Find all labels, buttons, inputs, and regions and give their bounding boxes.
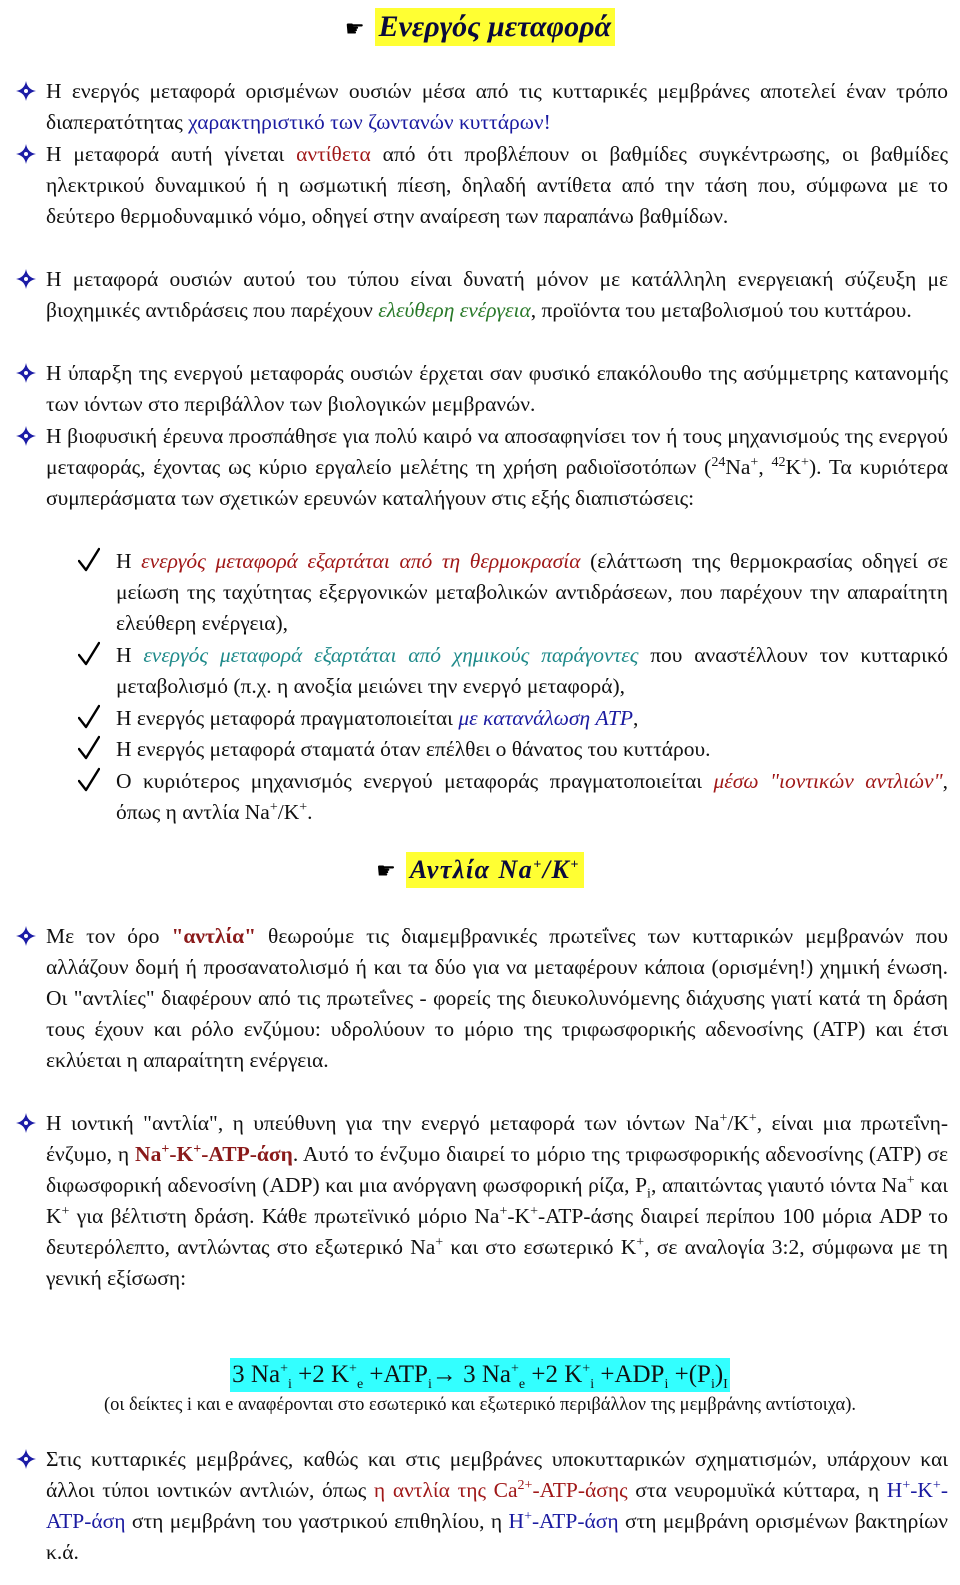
- eq-part: 3 Na: [232, 1361, 281, 1388]
- text: H: [886, 1478, 903, 1502]
- text-highlight: [374, 1478, 628, 1502]
- text: Na: [725, 455, 751, 479]
- subscript: I: [723, 1377, 728, 1392]
- text-highlight: αντίθετα: [296, 142, 371, 166]
- equation-note: (οι δείκτες i και e αναφέρονται στο εσωτερικό και εξωτερικό περιβάλλον της μεμβράνης αντίστοιχα).: [103, 1395, 856, 1415]
- superscript: +: [533, 857, 543, 873]
- text-highlight: ενεργός μεταφορά εξαρτάται από τη θερμοκρασία: [141, 549, 581, 573]
- superscript: +: [269, 799, 278, 815]
- superscript: +: [801, 454, 809, 470]
- text-highlight: με κατανάλωση ATP: [458, 706, 633, 730]
- subscript: i: [664, 1377, 669, 1392]
- check-item-4: [78, 734, 948, 765]
- text: .: [307, 800, 313, 824]
- text: στα νευρομυϊκά κύτταρα, η: [627, 1478, 887, 1502]
- text: , είναι μια πρωτεΐνη-ένζυμο, η: [46, 1111, 948, 1166]
- superscript: +: [902, 1477, 911, 1493]
- bullet-paragraph-2: [8, 139, 948, 232]
- superscript: +: [932, 1477, 941, 1493]
- diamond-bullet-icon: [16, 269, 36, 289]
- superscript: +: [511, 1361, 519, 1377]
- bullet-paragraph-6: [8, 921, 948, 1076]
- text: η αντλία της Ca: [373, 1478, 518, 1502]
- text: , προϊόντα του μεταβολισμού του κυττάρου.: [530, 298, 912, 322]
- text: για βέλτιστη δράση. Κάθε πρωτεϊνικό μόριο Na: [69, 1204, 500, 1228]
- subscript: e: [518, 1377, 526, 1392]
- equation-row: [0, 1358, 960, 1392]
- text: Η: [116, 549, 142, 573]
- check-item-1: [78, 546, 948, 639]
- eq-part: ): [714, 1361, 724, 1388]
- superscript: +: [524, 1508, 532, 1524]
- superscript: +: [582, 1361, 591, 1377]
- text: (ελάττωση της θερμοκρασίας οδηγεί σε μείωση της ταχύτητας εξεργονικών μεταβολικών αντιδράσεων, που παρέχουν την απαραίτητη ελεύθερη ενέργεια),: [116, 549, 948, 635]
- text: -ATP-άσης διαιρεί περίπου 100 μόρια ADP το δευτερόλεπτο, αντλώντας στο εξωτερικό Na: [46, 1204, 949, 1259]
- superscript: +: [906, 1172, 915, 1188]
- eq-part: +2 K: [291, 1361, 350, 1388]
- text-highlight: ενεργός μεταφορά εξαρτάται από χημικούς παράγοντες: [143, 643, 639, 667]
- text: -K: [507, 1204, 531, 1228]
- text: K: [785, 455, 802, 479]
- heading-word: Αντλία: [409, 855, 491, 884]
- superscript: +: [570, 857, 580, 873]
- text: ). Τα κυριότερα συμπεράσματα των σχετικών ερευνών καταλήγουν στις εξής διαπιστώσεις:: [46, 455, 949, 510]
- diamond-bullet-icon: [16, 1113, 36, 1133]
- superscript: +: [280, 1361, 288, 1377]
- superscript: +: [349, 1361, 357, 1377]
- checkmark-icon: [78, 546, 100, 574]
- text: Η μεταφορά αυτή γίνεται: [46, 142, 297, 166]
- heading-active-transport: [0, 8, 960, 49]
- subscript: e: [356, 1377, 364, 1392]
- superscript: +: [636, 1234, 645, 1250]
- superscript: +: [499, 1203, 508, 1219]
- superscript: 42: [771, 454, 786, 470]
- eq-part: +2 K: [525, 1361, 583, 1388]
- bullet-paragraph-4: [8, 358, 948, 420]
- text: , απαιτώντας γιαυτό ιόντα Na: [650, 1173, 907, 1197]
- equation: [230, 1358, 730, 1392]
- superscript: +: [530, 1203, 538, 1219]
- text: Η ιοντική "αντλία", η υπεύθυνη για την ενεργό μεταφορά των ιόντων Na: [46, 1111, 720, 1135]
- text: θεωρούμε τις διαμεμβρανικές πρωτεΐνες των κυτταρικών μεμβρανών που αλλάζουν δομή ή προσανατολισμό ή και τα δύο για να μεταφέρουν κάποια (ορισμένη!) χημική ένωση. Οι "αντλίες" διαφέρουν από τις πρωτεΐνες - φορείς της διευκολυνόμενης διάχυσης γιατί κατά τη δράση τους έχουν και ρόλο ενζύμου: υδρολύουν το μόριο της τριφωσφορικής αδενοσίνης (ATP) και έτσι εκλύεται η απαραίτητη ενέργεια.: [46, 924, 948, 1072]
- text: /K: [727, 1111, 749, 1135]
- checkmark-icon: [78, 734, 100, 762]
- eq-part: +ADP: [594, 1361, 665, 1388]
- text: -K: [169, 1142, 194, 1166]
- text: Στις κυτταρικές μεμβράνες, καθώς και στις μεμβράνες υποκυτταρικών σχηματισμών, υπάρχουν και άλλοι τύποι ιοντικών αντλιών, όπως: [46, 1447, 948, 1502]
- diamond-bullet-icon: [16, 81, 36, 101]
- text: ,: [632, 706, 639, 730]
- check-item-5: [78, 766, 948, 828]
- bullet-paragraph-5: [8, 421, 948, 514]
- superscript: +: [299, 799, 308, 815]
- text: . Αυτό το ένζυμο διαιρεί το μόριο της τριφωσφορικής αδενοσίνης (ATP) σε διφωσφορική αδενοσίνη (ADP) και μια ανόργανη φωσφορική ρίζα, P: [46, 1142, 948, 1197]
- diamond-bullet-icon: [16, 426, 36, 446]
- diamond-bullet-icon: [16, 363, 36, 383]
- bullet-paragraph-8: [8, 1444, 948, 1568]
- subscript: i: [287, 1377, 292, 1392]
- text: -ATP-άσης: [532, 1478, 628, 1502]
- superscript: +: [161, 1141, 170, 1157]
- superscript: 2+: [517, 1477, 533, 1493]
- text: ,: [758, 455, 772, 479]
- enzyme-name: [135, 1142, 293, 1166]
- bullet-paragraph-1: [8, 76, 948, 138]
- pointing-hand-icon: ☛: [376, 859, 396, 884]
- superscript: +: [750, 454, 759, 470]
- bullet-paragraph-3: [8, 264, 948, 326]
- text-highlight: μέσω "ιοντικών αντλιών": [713, 769, 943, 793]
- text: /K: [277, 800, 300, 824]
- text: -K: [910, 1478, 933, 1502]
- superscript: +: [435, 1234, 444, 1250]
- superscript: +: [748, 1110, 757, 1126]
- pointing-hand-icon: ☛: [344, 17, 365, 42]
- check-item-2: [78, 640, 948, 702]
- superscript: +: [61, 1203, 70, 1219]
- diamond-bullet-icon: [16, 1449, 36, 1469]
- text: και K: [46, 1173, 948, 1228]
- text: Ο κυριότερος μηχανισμός ενεργού μεταφοράς πραγματοποιείται: [116, 769, 714, 793]
- subscript: i: [427, 1377, 432, 1392]
- text: Η ενεργός μεταφορά ορισμένων ουσιών μέσα από τις κυτταρικές μεμβράνες αποτελεί έναν τρόπο διαπερατότητας: [46, 79, 948, 134]
- text: Η ενεργός μεταφορά πραγματοποιείται: [116, 706, 459, 730]
- subscript: i: [590, 1377, 595, 1392]
- heading-title: Αντλία Na+/K+: [406, 852, 584, 888]
- diamond-bullet-icon: [16, 144, 36, 164]
- superscript: +: [719, 1110, 728, 1126]
- text-highlight: [509, 1509, 619, 1533]
- eq-part: +ATP: [363, 1361, 428, 1388]
- check-item-3: [78, 703, 948, 734]
- text-highlight: ελεύθερη ενέργεια: [378, 298, 531, 322]
- subscript: i: [647, 1186, 651, 1202]
- bullet-paragraph-7: [8, 1108, 948, 1294]
- heading-na-k-pump: [0, 852, 960, 890]
- eq-part: +(P: [668, 1361, 711, 1388]
- superscript: +: [193, 1141, 202, 1157]
- text: Η: [116, 643, 144, 667]
- checkmark-icon: [78, 640, 100, 668]
- text: Η βιοφυσική έρευνα προσπάθησε για πολύ καιρό να αποσαφηνίσει τον ή τους μηχανισμούς της ενεργού μεταφοράς, έχοντας ως κύριο εργαλείο μελέτης τη χρήση ραδιοϊσοτόπων (: [46, 424, 948, 479]
- text: -ATP-άση: [201, 1142, 293, 1166]
- eq-part: 3 Na: [456, 1361, 512, 1388]
- text: που αναστέλλουν τον κυτταρικό μεταβολισμό (π.χ. η ανοξία μειώνει την ενεργό μεταφορά),: [116, 643, 948, 698]
- arrow-icon: →: [431, 1361, 457, 1388]
- diamond-bullet-icon: [16, 926, 36, 946]
- checkmark-icon: [78, 766, 100, 794]
- text: -ATP-άση: [46, 1478, 948, 1533]
- text-highlight: χαρακτηριστικό των ζωντανών κυττάρων!: [188, 110, 551, 134]
- heading-title: Ενεργός μεταφορά: [375, 8, 616, 46]
- text: και στο εσωτερικό K: [443, 1235, 637, 1259]
- checkmark-icon: [78, 703, 100, 731]
- text: Η ύπαρξη της ενεργού μεταφοράς ουσιών έρχεται σαν φυσικό επακόλουθο της ασύμμετρης κατανομής των ιόντων στο περιβάλλον των βιολογικών μεμβρανών.: [46, 361, 948, 416]
- text: από ότι προβλέπουν οι βαθμίδες συγκέντρωσης, οι βαθμίδες ηλεκτρικού δυναμικού ή η ωσμωτική πίεση, δηλαδή αντίθετα από την τάση που, σύμφωνα με το δεύτερο θερμοδυναμικό νόμο, οδηγεί στην αναίρεση των παραπάνω βαθμίδων.: [46, 142, 949, 228]
- heading-na: Na: [498, 855, 534, 884]
- text: Η μεταφορά ουσιών αυτού του τύπου είναι δυνατή μόνον με κατάλληλη ενεργειακή σύζευξη με βιοχημικές αντιδράσεις που παρέχουν: [46, 267, 948, 322]
- text: Na: [135, 1142, 162, 1166]
- text: στη μεμβράνη του γαστρικού επιθηλίου, η: [125, 1509, 509, 1533]
- text: , σε αναλογία 3:2, σύμφωνα με τη γενική εξίσωση:: [46, 1235, 948, 1290]
- text: στη μεμβράνη ορισμένων βακτηρίων κ.ά.: [46, 1509, 949, 1564]
- superscript: 24: [711, 454, 726, 470]
- heading-k: K: [551, 855, 571, 884]
- text: , όπως η αντλία Na: [116, 769, 948, 824]
- subscript: i: [710, 1377, 715, 1392]
- text: Η ενεργός μεταφορά σταματά όταν επέλθει ο θάνατος του κυττάρου.: [116, 737, 711, 761]
- text: Με τον όρο: [46, 924, 172, 948]
- text: -ATP-άση: [531, 1509, 619, 1533]
- text: H: [508, 1509, 525, 1533]
- text-highlight: "αντλία": [171, 924, 257, 948]
